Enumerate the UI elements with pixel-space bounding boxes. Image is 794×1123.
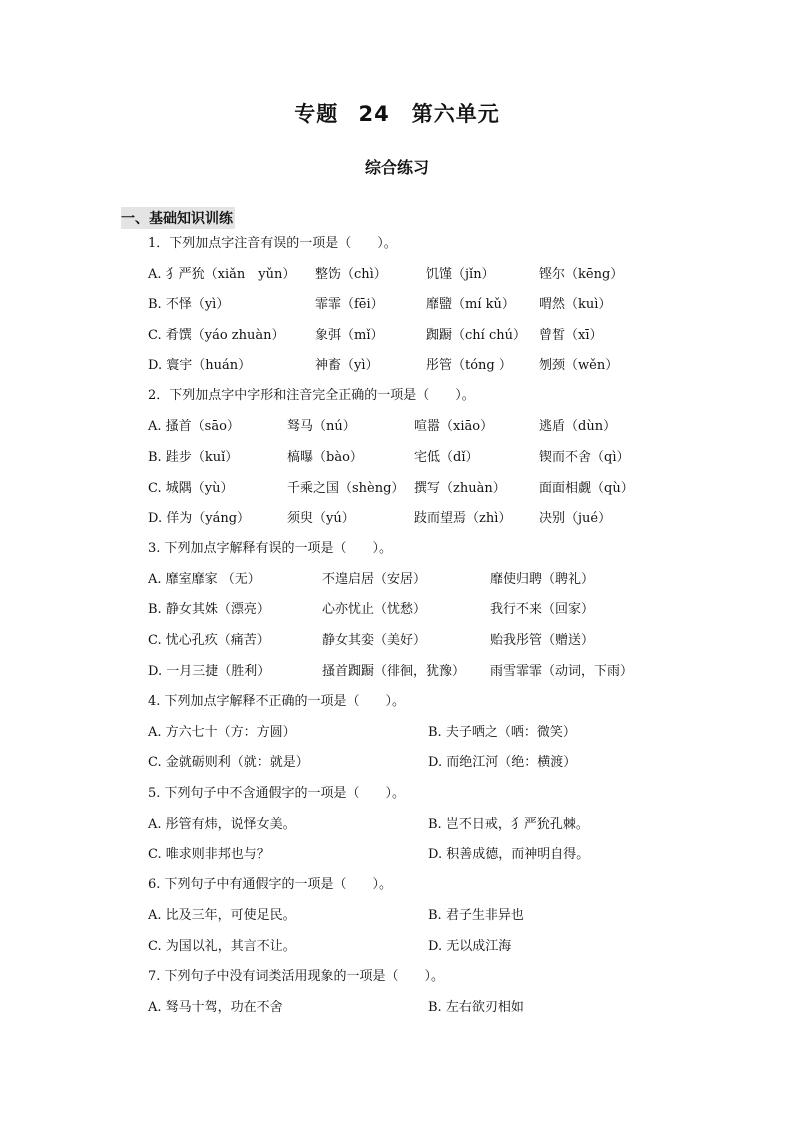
q1-option-c-2: 象弭（mǐ） <box>315 328 384 343</box>
q7-option-a: A. 驽马十驾，功在不舍 <box>148 1000 283 1015</box>
q3-option-a-2: 不遑启居（安居） <box>322 572 427 587</box>
q3-option-b-3: 我行不来（回家） <box>490 602 595 617</box>
q1-option-a-2: 整饬（chì） <box>315 267 387 282</box>
page-subtitle: 综合练习 <box>364 158 429 177</box>
q4-option-d: D. 而绝江河（绝：横渡） <box>428 755 577 770</box>
question-3-stem: 3. 下列加点字解释有误的一项是（ ）。 <box>148 541 393 556</box>
q1-option-b-4: 喟然（kuì） <box>539 297 612 312</box>
q3-option-a-3: 靡使归聘（聘礼） <box>490 572 595 587</box>
q2-option-b-3: 宅低（dǐ） <box>414 450 479 465</box>
q1-option-c-4: 曾皙（xī） <box>539 328 603 343</box>
q6-option-a: A. 比及三年，可使足民。 <box>148 908 296 923</box>
q3-option-c-2: 静女其娈（美好） <box>322 633 427 648</box>
q1-option-b-2: 霏霏（fēi） <box>315 297 384 312</box>
q4-option-c: C. 金就砺则利（就：就是） <box>148 755 309 770</box>
q3-option-d-3: 雨雪霏霏（动词，下雨） <box>490 664 634 679</box>
q7-option-b: B. 左右欲刃相如 <box>428 1000 524 1015</box>
q1-option-c-3: 踟蹰（chí chú） <box>426 328 526 343</box>
q3-option-c-3: 贻我彤管（赠送） <box>490 633 595 648</box>
question-2-stem: 2．下列加点字中字形和注音完全正确的一项是（ ）。 <box>148 388 475 403</box>
q1-option-b-3: 靡盬（mí kǔ） <box>426 297 515 312</box>
q5-option-d: D. 积善成德，而神明自得。 <box>428 847 590 862</box>
q5-option-b: B. 岂不日戒，犭严狁孔棘。 <box>428 817 589 832</box>
q2-option-c-3: 撰写（zhuàn） <box>414 481 506 496</box>
page-title: 专题 24 第六单元 <box>294 102 500 126</box>
q2-option-d-1: D. 佯为（yáng） <box>148 511 251 526</box>
question-5-stem: 5. 下列句子中不含通假字的一项是（ ）。 <box>148 786 406 801</box>
q1-option-a-4: 铿尔（kēng） <box>539 267 624 282</box>
q2-option-a-1: A. 搔首（sāo） <box>148 419 240 434</box>
q2-option-c-4: 面面相觑（qù） <box>539 481 634 496</box>
q3-option-a-1: A. 靡室靡家 （无） <box>148 572 261 587</box>
q2-option-a-3: 喧嚣（xiāo） <box>414 419 494 434</box>
q5-option-c: C. 唯求则非邦也与？ <box>148 847 270 862</box>
q3-option-b-1: B. 静女其姝（漂亮） <box>148 602 270 617</box>
question-1-stem: 1．下列加点字注音有误的一项是（ ）。 <box>148 236 397 251</box>
q1-option-d-1: D. 寰宇（huán） <box>148 358 252 373</box>
q2-option-b-2: 槁曝（bào） <box>287 450 363 465</box>
q1-option-a-1: A. 犭严狁（xiǎn yǔn） <box>148 267 296 282</box>
section-heading: 一、基础知识训练 <box>121 207 235 229</box>
q6-option-b: B. 君子生非异也 <box>428 908 524 923</box>
q3-option-b-2: 心亦忧止（忧愁） <box>322 602 427 617</box>
q4-option-b: B. 夫子哂之（哂：微笑） <box>428 725 576 740</box>
q2-option-b-1: B. 跬步（kuǐ） <box>148 450 239 465</box>
q1-option-d-2: 神畜（yì） <box>315 358 379 373</box>
q1-option-d-3: 彤管（tóng ） <box>426 358 512 373</box>
q2-option-a-4: 逃盾（dùn） <box>539 419 617 434</box>
q1-option-c-1: C. 肴馔（yáo zhuàn） <box>148 328 285 343</box>
q2-option-d-4: 决别（jué） <box>539 511 612 526</box>
q6-option-c: C. 为国以礼，其言不让。 <box>148 939 296 954</box>
q6-option-d: D. 无以成江海 <box>428 939 512 954</box>
q2-option-c-1: C. 城隅（yù） <box>148 481 234 496</box>
q3-option-d-1: D. 一月三捷（胜利） <box>148 664 271 679</box>
q2-option-c-2: 千乘之国（shèng） <box>287 481 405 496</box>
q2-option-b-4: 锲而不舍（qì） <box>539 450 630 465</box>
q2-option-a-2: 驽马（nú） <box>287 419 356 434</box>
q5-option-a: A. 彤管有炜，说怿女美。 <box>148 817 296 832</box>
question-7-stem: 7. 下列句子中没有词类活用现象的一项是（ ）。 <box>148 969 445 984</box>
q1-option-a-3: 饥馑（jǐn） <box>426 267 495 282</box>
question-6-stem: 6. 下列句子中有通假字的一项是（ ）。 <box>148 877 393 892</box>
q3-option-d-2: 搔首踟蹰（徘徊，犹豫） <box>322 664 466 679</box>
q1-option-b-1: B. 不怿（yì） <box>148 297 230 312</box>
q1-option-d-4: 刎颈（wěn） <box>539 358 619 373</box>
question-4-stem: 4. 下列加点字解释不正确的一项是（ ）。 <box>148 694 406 709</box>
q2-option-d-3: 跂而望焉（zhì） <box>414 511 512 526</box>
q3-option-c-1: C. 忧心孔疚（痛苦） <box>148 633 270 648</box>
q4-option-a: A. 方六七十（方：方圆） <box>148 725 296 740</box>
q2-option-d-2: 须臾（yú） <box>287 511 355 526</box>
